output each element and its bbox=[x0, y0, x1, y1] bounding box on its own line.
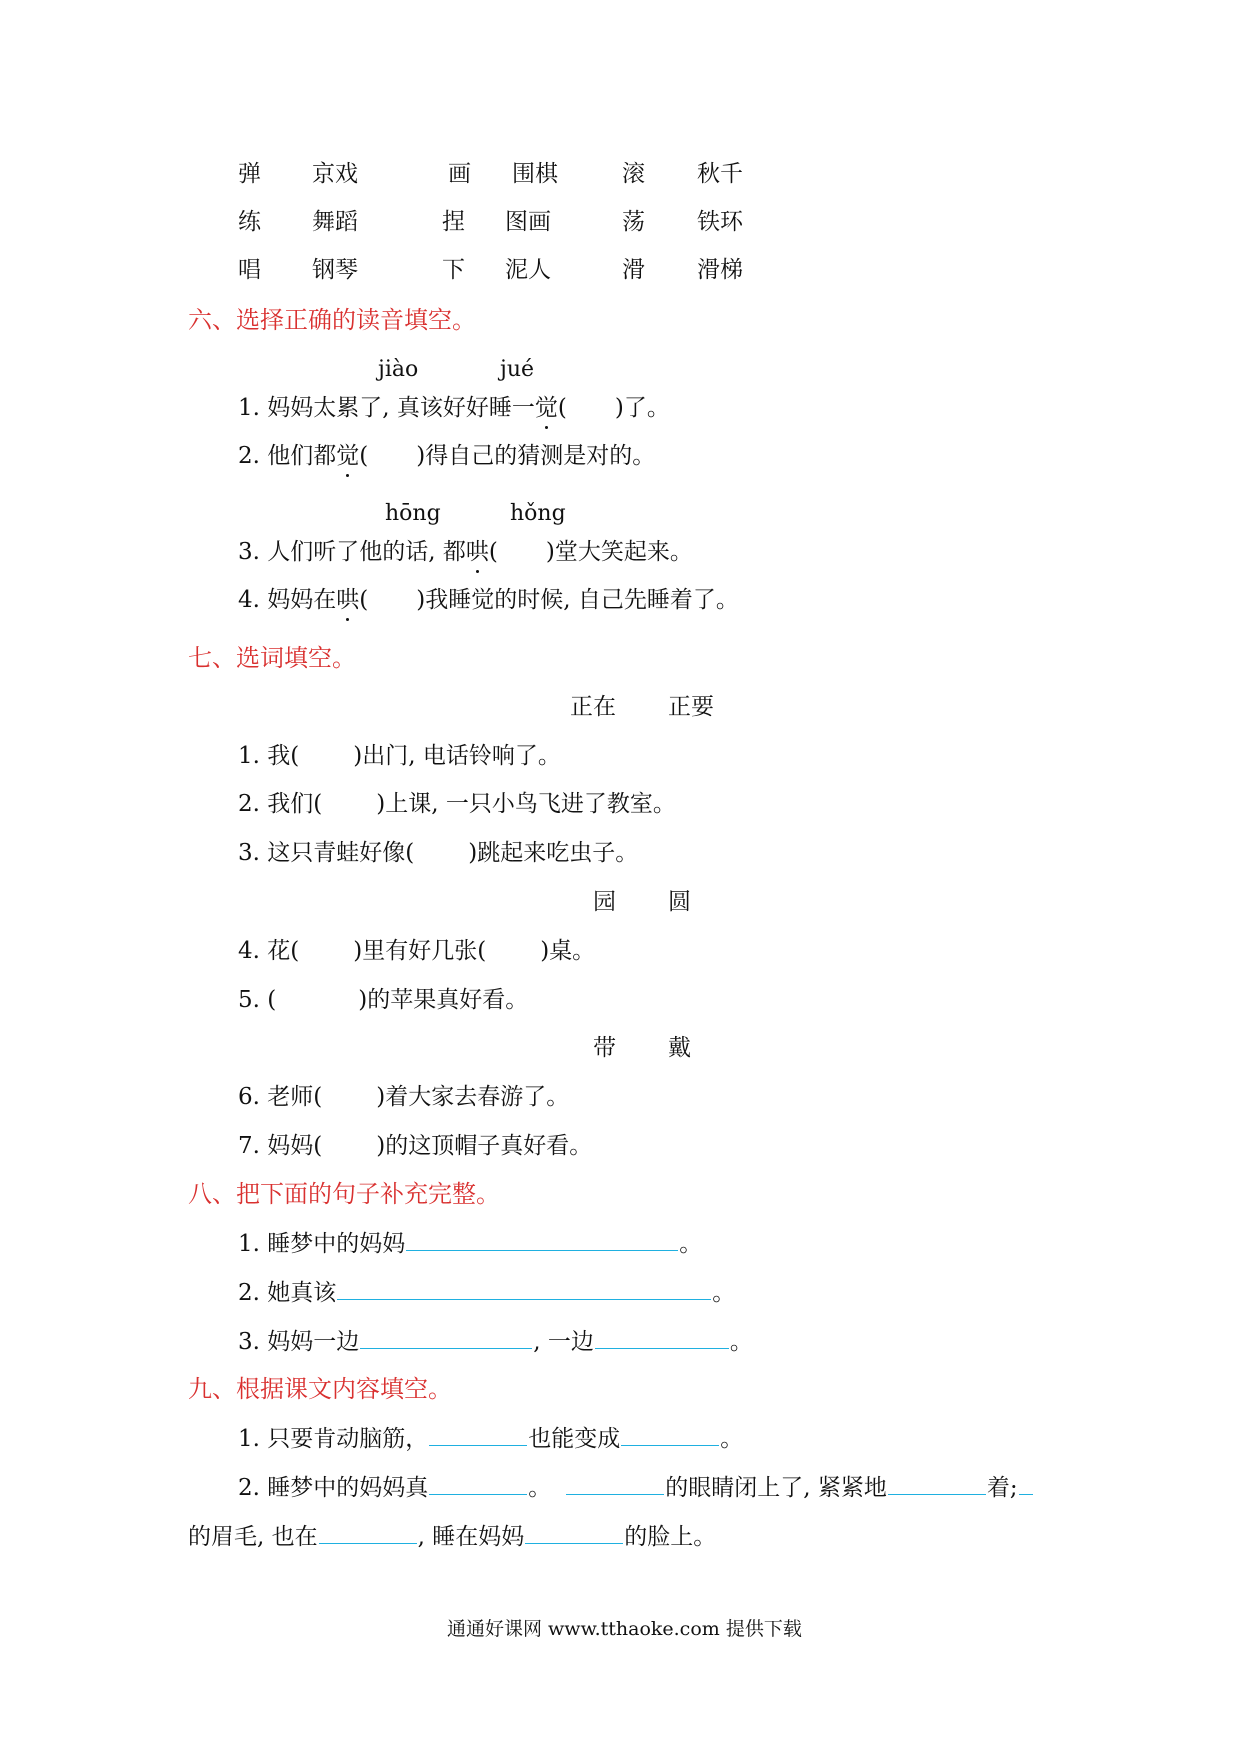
answer-line[interactable] bbox=[319, 1521, 417, 1544]
match-cell: 钢琴 bbox=[312, 257, 358, 283]
match-cell: 捏 bbox=[442, 209, 465, 235]
match-cell: 下 bbox=[442, 257, 465, 283]
answer-line[interactable] bbox=[595, 1326, 729, 1349]
pinyin-option: jué bbox=[500, 357, 535, 382]
match-cell: 唱 bbox=[238, 257, 261, 283]
answer-line[interactable] bbox=[429, 1423, 527, 1446]
match-cell: 滑梯 bbox=[697, 257, 743, 283]
s7-question-5: 5. ( )的苹果真好看。 bbox=[238, 987, 529, 1013]
word-option: 园 bbox=[593, 889, 616, 915]
answer-line[interactable] bbox=[621, 1423, 719, 1446]
section-7-heading: 七、选词填空。 bbox=[188, 644, 356, 672]
match-cell: 荡 bbox=[622, 209, 645, 235]
match-cell: 滑 bbox=[622, 257, 645, 283]
s8-question-3: 3. 妈妈一边 , 一边 。 bbox=[238, 1326, 753, 1357]
dotted-char: 觉 bbox=[336, 443, 360, 469]
answer-line[interactable] bbox=[429, 1472, 527, 1495]
s7-question-3: 3. 这只青蛙好像( )跳起来吃虫子。 bbox=[238, 840, 639, 866]
section-8-heading: 八、把下面的句子补充完整。 bbox=[188, 1180, 500, 1208]
match-cell: 图画 bbox=[505, 209, 551, 235]
match-cell: 泥人 bbox=[505, 257, 551, 283]
match-cell: 练 bbox=[238, 209, 261, 235]
dotted-char: 哄 bbox=[336, 587, 360, 613]
s7-question-4: 4. 花( )里有好几张( )桌。 bbox=[238, 938, 596, 964]
footer-text: 通通好课网 www.tthaoke.com 提供下载 bbox=[447, 1618, 802, 1640]
match-cell: 弹 bbox=[238, 161, 261, 187]
s9-question-1: 1. 只要肯动脑筋， 也能变成 。 bbox=[238, 1423, 743, 1454]
answer-line[interactable] bbox=[888, 1472, 986, 1495]
match-cell: 围棋 bbox=[512, 161, 558, 187]
match-cell: 秋千 bbox=[697, 161, 743, 187]
s8-question-1: 1. 睡梦中的妈妈 。 bbox=[238, 1228, 702, 1259]
answer-line[interactable] bbox=[566, 1472, 664, 1495]
match-cell: 滚 bbox=[622, 161, 645, 187]
s7-question-1: 1. 我( )出门, 电话铃响了。 bbox=[238, 743, 561, 769]
word-option: 正要 bbox=[668, 694, 714, 720]
answer-line[interactable] bbox=[1019, 1472, 1033, 1495]
s6-question-4: 4. 妈妈在哄( )我睡觉的时候, 自己先睡着了。 bbox=[238, 587, 739, 613]
answer-line[interactable] bbox=[406, 1228, 678, 1251]
match-cell: 舞蹈 bbox=[312, 209, 358, 235]
pinyin-option: jiào bbox=[378, 357, 419, 382]
section-6-heading: 六、选择正确的读音填空。 bbox=[188, 306, 476, 334]
pinyin-option: hǒng bbox=[510, 501, 566, 526]
s6-question-2: 2. 他们都觉( )得自己的猜测是对的。 bbox=[238, 443, 656, 469]
word-option: 正在 bbox=[570, 694, 616, 720]
s8-question-2: 2. 她真该 。 bbox=[238, 1277, 735, 1308]
match-cell: 铁环 bbox=[697, 209, 743, 235]
s7-question-7: 7. 妈妈( )的这顶帽子真好看。 bbox=[238, 1133, 593, 1159]
s6-question-1: 1. 妈妈太累了, 真该好好睡一觉( )了。 bbox=[238, 395, 670, 421]
s7-question-6: 6. 老师( )着大家去春游了。 bbox=[238, 1084, 570, 1110]
answer-line[interactable] bbox=[360, 1326, 532, 1349]
word-option: 戴 bbox=[668, 1035, 691, 1061]
word-option: 圆 bbox=[668, 889, 691, 915]
s9-question-2: 2. 睡梦中的妈妈真 。 的眼睛闭上了, 紧紧地 着; bbox=[238, 1472, 1034, 1503]
answer-line[interactable] bbox=[525, 1521, 623, 1544]
s7-question-2: 2. 我们( )上课, 一只小鸟飞进了教室。 bbox=[238, 791, 676, 817]
dotted-char: 觉 bbox=[534, 395, 558, 421]
pinyin-option: hōng bbox=[385, 501, 441, 526]
word-option: 带 bbox=[593, 1035, 616, 1061]
match-cell: 画 bbox=[448, 161, 471, 187]
s9-question-2-cont: 的眉毛, 也在 , 睡在妈妈 的脸上。 bbox=[188, 1521, 716, 1552]
answer-line[interactable] bbox=[337, 1277, 711, 1300]
section-9-heading: 九、根据课文内容填空。 bbox=[188, 1375, 452, 1403]
dotted-char: 哄 bbox=[465, 539, 489, 565]
s6-question-3: 3. 人们听了他的话, 都哄( )堂大笑起来。 bbox=[238, 539, 693, 565]
match-cell: 京戏 bbox=[312, 161, 358, 187]
